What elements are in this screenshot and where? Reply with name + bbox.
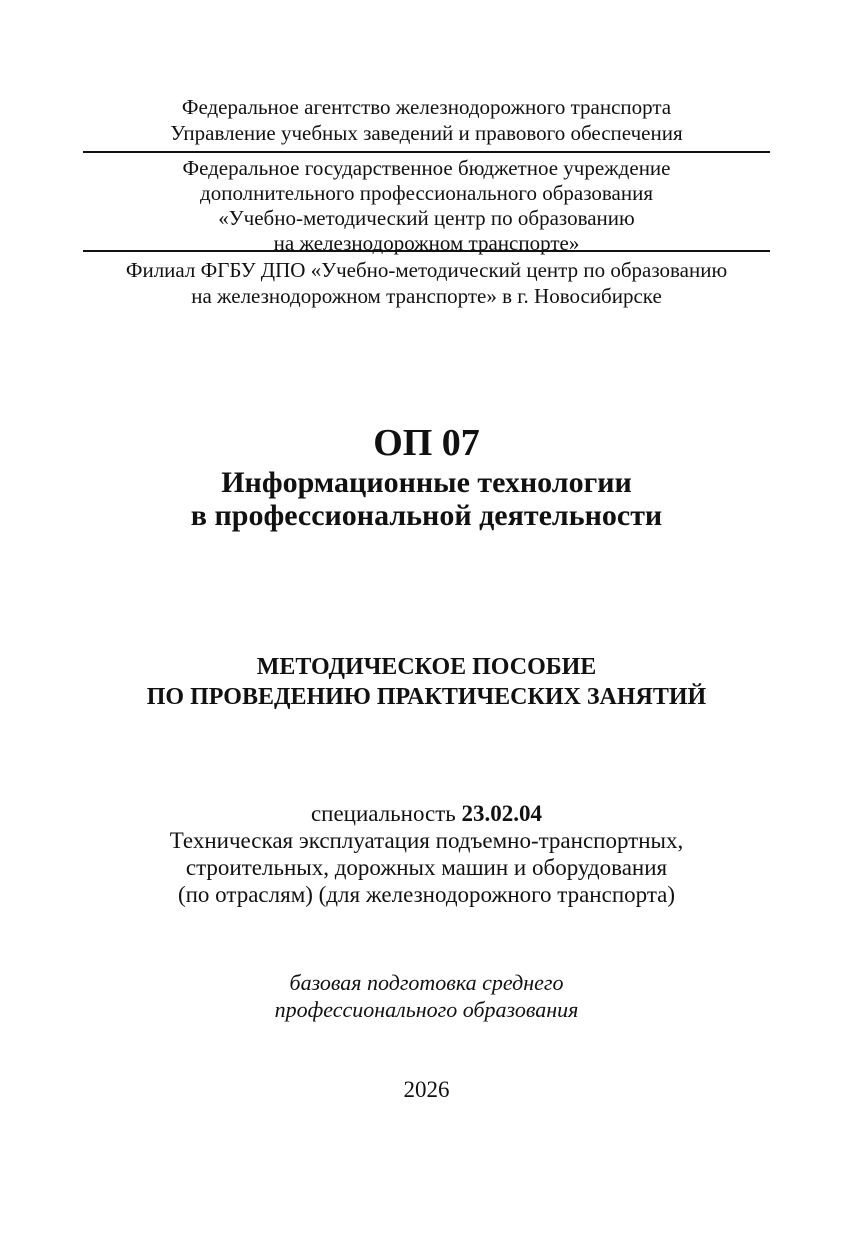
header-institution-line: дополнительного профессионального образования (200, 181, 653, 205)
document-type-line: ПО ПРОВЕДЕНИЮ ПРАКТИЧЕСКИХ ЗАНЯТИЙ (146, 684, 707, 710)
course-title (83, 466, 770, 532)
document-type-line: МЕТОДИЧЕСКОЕ ПОСОБИЕ (256, 654, 597, 680)
specialty-code-line (83, 800, 770, 827)
header-branch (83, 257, 770, 309)
specialty-name-line: Техническая эксплуатация подъемно-транспортных, (169, 828, 684, 853)
training-level-line: базовая подготовка среднего (289, 970, 564, 995)
header-agency (83, 94, 770, 146)
header-agency-line: Федеральное агентство железнодорожного транспорта (181, 95, 672, 119)
divider-line (83, 250, 770, 252)
document-type (83, 652, 770, 712)
specialty-name-line: строительных, дорожных машин и оборудования (185, 855, 668, 880)
header-agency-line: Управление учебных заведений и правового обеспечения (170, 121, 683, 145)
course-code: ОП 07 (373, 422, 480, 464)
training-level (83, 969, 770, 1023)
course-title-line: в профессиональной деятельности (190, 499, 663, 532)
specialty-name-line: (по отраслям) (для железнодорожного транспорта) (177, 882, 676, 907)
training-level-line: профессионального образования (274, 997, 579, 1022)
course-title-line: Информационные технологии (221, 466, 632, 499)
header-institution-line: «Учебно-методический центр по образованию (218, 206, 635, 230)
divider-line (83, 151, 770, 153)
specialty-label: специальность (310, 801, 456, 826)
header-institution-line: Федеральное государственное бюджетное учреждение (182, 156, 671, 180)
header-institution-line: на железнодорожном транспорте» (273, 231, 580, 255)
header-branch-line: Филиал ФГБУ ДПО «Учебно-методический центр по образованию (125, 258, 728, 282)
specialty-block (83, 800, 770, 908)
header-branch-line: на железнодорожном транспорте» в г. Новосибирске (191, 284, 662, 308)
publication-year: 2026 (403, 1077, 450, 1102)
header-institution (83, 156, 770, 256)
specialty-code: 23.02.04 (461, 801, 543, 826)
